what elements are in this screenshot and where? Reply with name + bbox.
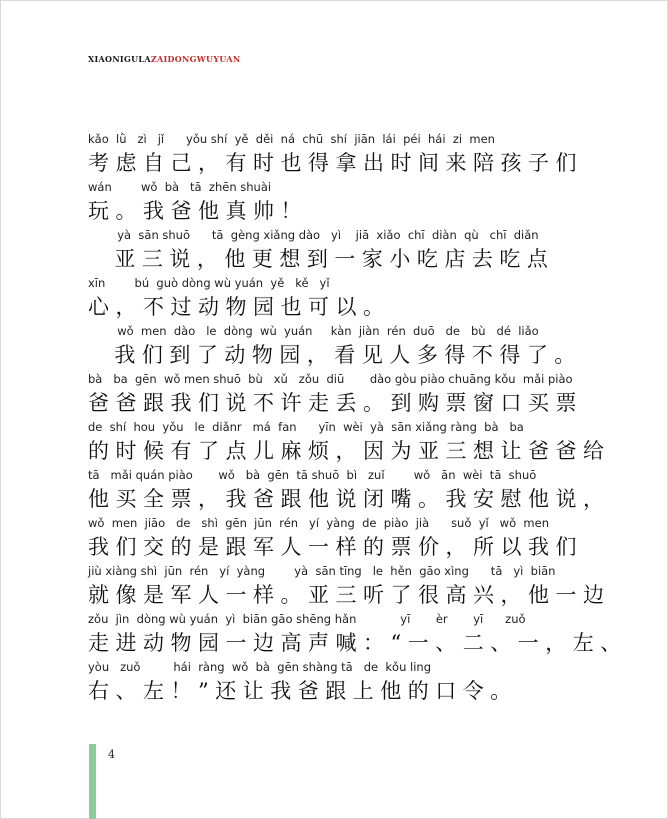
hanzi-line: 他买全票，我爸跟他说闭嘴。我安慰他说， <box>88 487 611 511</box>
running-header <box>88 54 241 64</box>
text-line <box>88 178 568 226</box>
pinyin-line: yòu zuǒ hái ràng wǒ bà gēn shàng tā de kǒu ling <box>88 660 432 674</box>
text-line <box>88 322 582 370</box>
pinyin-line: yà sān shuō tā gèng xiǎng dào yì jiā xiǎo chī diàn qù chī diǎn <box>88 228 539 242</box>
page-accent-bar <box>89 744 96 819</box>
pinyin-line: wǒ men dào le dòng wù yuán kàn jiàn rén duō de bù dé liǎo <box>88 324 539 338</box>
text-line <box>88 466 611 514</box>
hanzi-line: 心，不过动物园也可以。 <box>88 295 391 319</box>
text-line <box>88 514 583 562</box>
pinyin-line: xīn bú guò dòng wù yuán yě kě yǐ <box>88 276 330 290</box>
page-number: 4 <box>108 748 115 761</box>
pinyin-line: bà ba gēn wǒ men shuō bù xǔ zǒu diū dào gòu piào chuāng kǒu mǎi piào <box>88 372 573 386</box>
text-line <box>88 274 568 322</box>
text-line <box>88 658 568 706</box>
hanzi-line: 考虑自己，有时也得拿出时间来陪孩子们 <box>88 151 583 175</box>
hanzi-line: 的时候有了点儿麻烦，因为亚三想让爸爸给 <box>88 439 611 463</box>
pinyin-line: jiù xiàng shì jūn rén yí yàng yà sān tīng le hěn gāo xìng tā yì biān <box>88 564 556 578</box>
hanzi-line: 走进动物园一边高声喊：“一、二、一，左、 <box>88 631 628 655</box>
hanzi-line: 我们交的是跟军人一样的票价，所以我们 <box>88 535 583 559</box>
text-line <box>88 130 583 178</box>
hanzi-line: 右、左！”还让我爸跟上他的口令。 <box>88 679 518 703</box>
hanzi-line: 爸爸跟我们说不许走丢。到购票窗口买票 <box>88 391 583 415</box>
pinyin-line: de shí hou yǒu le diǎnr má fan yīn wèi yà sān xiǎng ràng bà ba <box>88 420 524 434</box>
hanzi-line: 就像是军人一样。亚三听了很高兴，他一边 <box>88 583 611 607</box>
header-title-part2: ZAIDONGWUYUAN <box>150 54 241 64</box>
pinyin-line: wán wǒ bà tā zhēn shuài <box>88 180 272 194</box>
pinyin-line: wǒ men jiāo de shì gēn jūn rén yí yàng de piào jià suǒ yǐ wǒ men <box>88 516 549 530</box>
text-line <box>88 610 628 658</box>
text-line <box>88 226 568 274</box>
pinyin-line: kǎo lǜ zì jǐ yǒu shí yě děi ná chū shí jiān lái péi hái zi men <box>88 132 495 146</box>
hanzi-line: 玩。我爸他真帅！ <box>88 199 308 223</box>
hanzi-line: 我们到了动物园，看见人多得不得了。 <box>88 343 582 367</box>
pinyin-line: zǒu jìn dòng wù yuán yì biān gāo shēng hǎn yī èr yī zuǒ <box>88 612 526 626</box>
story-text <box>88 130 628 706</box>
text-line <box>88 418 611 466</box>
text-line <box>88 370 583 418</box>
text-line <box>88 562 611 610</box>
hanzi-line: 亚三说，他更想到一家小吃店去吃点 <box>88 247 555 271</box>
pinyin-line: tā mǎi quán piào wǒ bà gēn tā shuō bì zuǐ wǒ ān wèi tā shuō <box>88 468 537 482</box>
header-title-part1: XIAONIGULA <box>88 54 151 64</box>
